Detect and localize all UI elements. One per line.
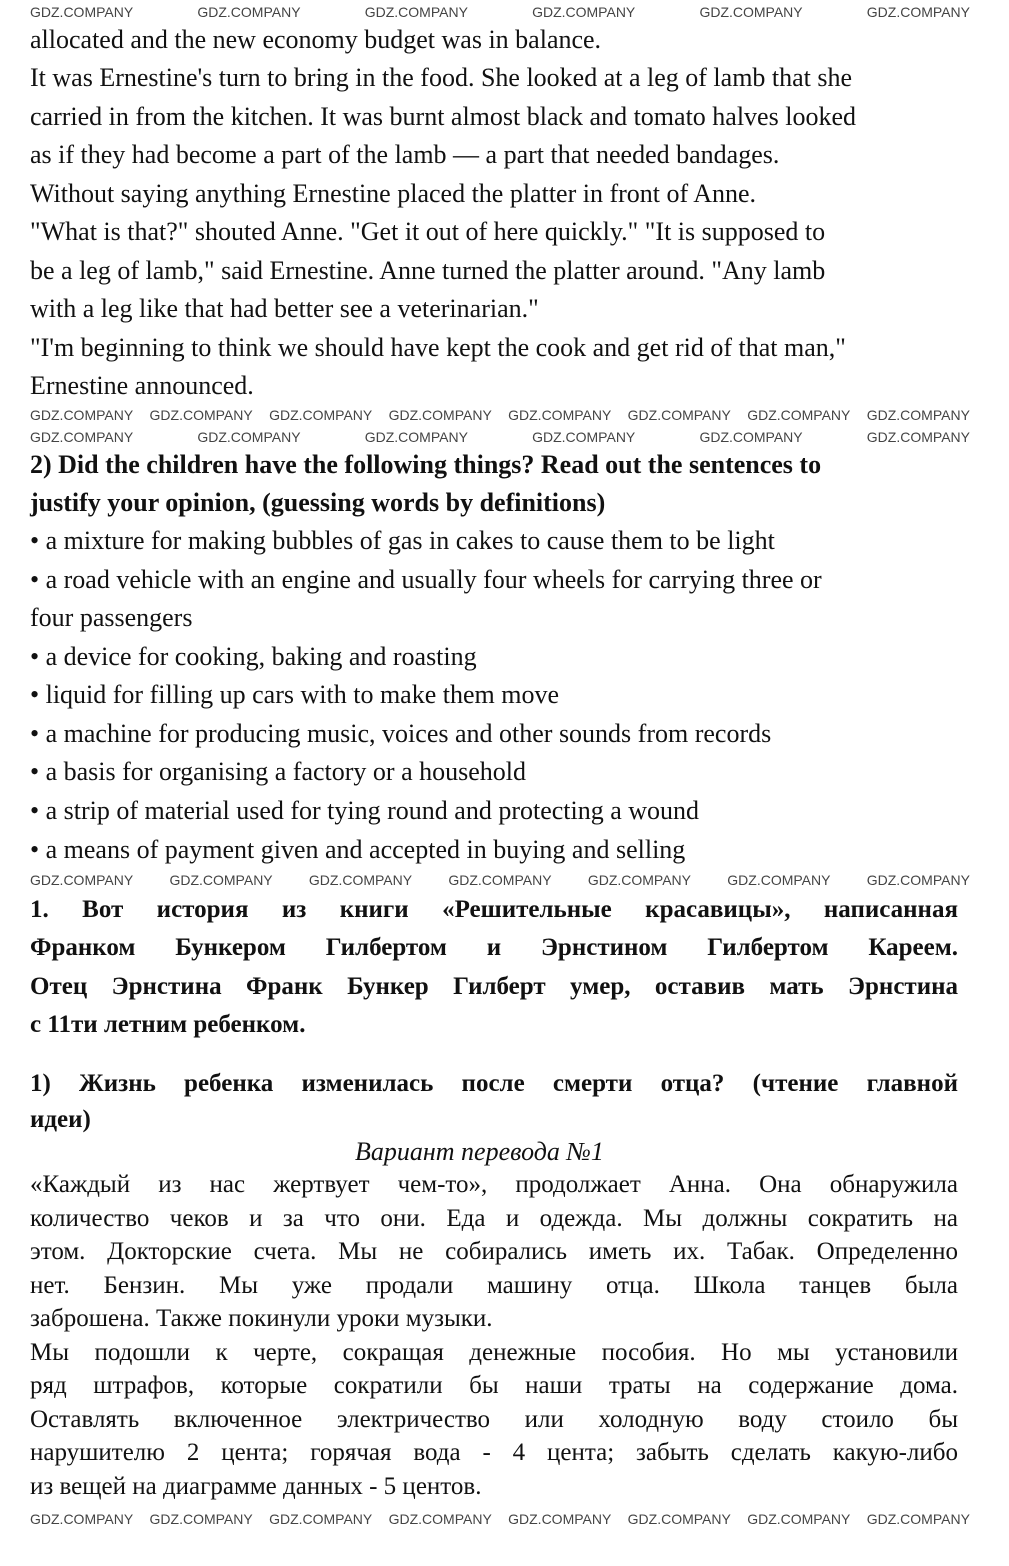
watermark: GDZ.COMPANY (364, 429, 468, 445)
watermark: GDZ.COMPANY (727, 872, 831, 888)
watermark: GDZ.COMPANY (532, 4, 636, 20)
text-line: Ernestine announced. (30, 371, 254, 400)
text-line: Оставлять включенное электричество или холодную воду стоило бы (30, 1406, 958, 1433)
list-item: four passengers (30, 603, 193, 632)
list-item: • liquid for filling up cars with to make them move (30, 680, 560, 709)
text-line: из вещей на диаграмме данных - 5 центов. (30, 1473, 482, 1500)
watermark: GDZ.COMPANY (308, 872, 413, 888)
watermark: GDZ.COMPANY (388, 407, 492, 423)
text-line: Without saying anything Ernestine placed the platter in front of Anne. (30, 179, 757, 208)
task-heading: 2) Did the children have the following things? Read out the sentences to (30, 450, 822, 479)
text-line: нарушителю 2 цента; горячая вода - 4 цента; забыть сделать какую-либо (30, 1439, 958, 1466)
watermark: GDZ.COMPANY (269, 407, 373, 423)
ru-heading-line: с 11ти летним ребенком. (30, 1011, 306, 1038)
ru-question-line: идеи) (30, 1106, 91, 1133)
text-line: этом. Докторские счета. Мы не собирались иметь их. Табак. Определенно (30, 1238, 958, 1265)
watermark: GDZ.COMPANY (866, 4, 970, 20)
watermarks-gap-2 (30, 871, 980, 889)
ru-heading-line: Франком Бункером Гилбертом и Эрнстином Гилбертом Кареем. (30, 934, 958, 961)
translation-title: Вариант перевода №1 (355, 1137, 604, 1166)
list-item: • a strip of material used for tying round and protecting a wound (30, 796, 700, 825)
watermark: GDZ.COMPANY (508, 407, 612, 423)
watermark: GDZ.COMPANY (149, 1511, 253, 1527)
watermark: GDZ.COMPANY (532, 429, 636, 445)
text-line: allocated and the new economy budget was in balance. (30, 25, 602, 54)
text-line: It was Ernestine's turn to bring in the food. She looked at a leg of lamb that she (30, 63, 853, 92)
text-line: Мы подошли к черте, сокращая денежные пособия. Но мы установили (30, 1339, 958, 1366)
text-line: be a leg of lamb," said Ernestine. Anne turned the platter around. "Any lamb (30, 256, 826, 285)
watermark: GDZ.COMPANY (30, 429, 134, 445)
watermark: GDZ.COMPANY (866, 407, 970, 423)
watermark: GDZ.COMPANY (866, 429, 970, 445)
watermark: GDZ.COMPANY (197, 4, 301, 20)
watermark: GDZ.COMPANY (30, 872, 134, 888)
watermark: GDZ.COMPANY (269, 1511, 373, 1527)
list-item: • a mixture for making bubbles of gas in cakes to cause them to be light (30, 526, 775, 555)
watermark: GDZ.COMPANY (866, 1511, 970, 1527)
text-line: as if they had become a part of the lamb — a part that needed bandages. (30, 140, 780, 169)
text-line: ряд штрафов, которые сократили бы наши траты на содержание дома. (30, 1372, 958, 1399)
text-line: carried in from the kitchen. It was burnt almost black and tomato halves looked (30, 102, 856, 131)
watermark: GDZ.COMPANY (866, 872, 970, 888)
list-item: • a machine for producing music, voices and other sounds from records (30, 719, 772, 748)
watermark: GDZ.COMPANY (30, 1511, 134, 1527)
text-line: заброшена. Также покинули уроки музыки. (30, 1305, 493, 1332)
ru-question-line: 1) Жизнь ребенка изменилась после смерти отца? (чтение главной (30, 1070, 958, 1097)
text-line: "What is that?" shouted Anne. "Get it out of here quickly." "It is supposed to (30, 217, 826, 246)
watermark: GDZ.COMPANY (364, 4, 468, 20)
text-line: with a leg like that had better see a veterinarian." (30, 294, 539, 323)
watermarks-bottom (30, 1510, 980, 1528)
watermarks-gap-1 (30, 406, 980, 446)
watermark: GDZ.COMPANY (169, 872, 273, 888)
watermark: GDZ.COMPANY (627, 1511, 731, 1527)
watermark: GDZ.COMPANY (699, 429, 803, 445)
list-item: • a device for cooking, baking and roasting (30, 642, 477, 671)
watermark: GDZ.COMPANY (699, 4, 803, 20)
ru-heading-line: 1. Вот история из книги «Решительные красавицы», написанная (30, 896, 958, 923)
watermark: GDZ.COMPANY (508, 1511, 612, 1527)
watermark: GDZ.COMPANY (30, 4, 134, 20)
text-line: «Каждый из нас жертвует чем-то», продолжает Анна. Она обнаружила (30, 1171, 958, 1198)
watermark: GDZ.COMPANY (587, 872, 692, 888)
ru-heading-line: Отец Эрнстина Франк Бункер Гилберт умер, оставив мать Эрнстина (30, 973, 958, 1000)
watermark: GDZ.COMPANY (30, 407, 134, 423)
watermark: GDZ.COMPANY (747, 407, 851, 423)
list-item: • a means of payment given and accepted in buying and selling (30, 835, 686, 864)
watermark: GDZ.COMPANY (448, 872, 552, 888)
list-item: • a basis for organising a factory or a household (30, 757, 526, 786)
text-line: количество чеков и за что они. Еда и одежда. Мы должны сократить на (30, 1205, 958, 1232)
watermark: GDZ.COMPANY (627, 407, 731, 423)
text-line: "I'm beginning to think we should have kept the cook and get rid of that man," (30, 333, 846, 362)
list-item: • a road vehicle with an engine and usually four wheels for carrying three or (30, 565, 822, 594)
watermark: GDZ.COMPANY (388, 1511, 492, 1527)
watermarks-top (30, 3, 980, 21)
watermark: GDZ.COMPANY (149, 407, 253, 423)
task-heading: justify your opinion, (guessing words by definitions) (30, 488, 606, 517)
watermark: GDZ.COMPANY (197, 429, 301, 445)
watermark: GDZ.COMPANY (747, 1511, 851, 1527)
text-line: нет. Бензин. Мы уже продали машину отца. Школа танцев была (30, 1272, 958, 1299)
